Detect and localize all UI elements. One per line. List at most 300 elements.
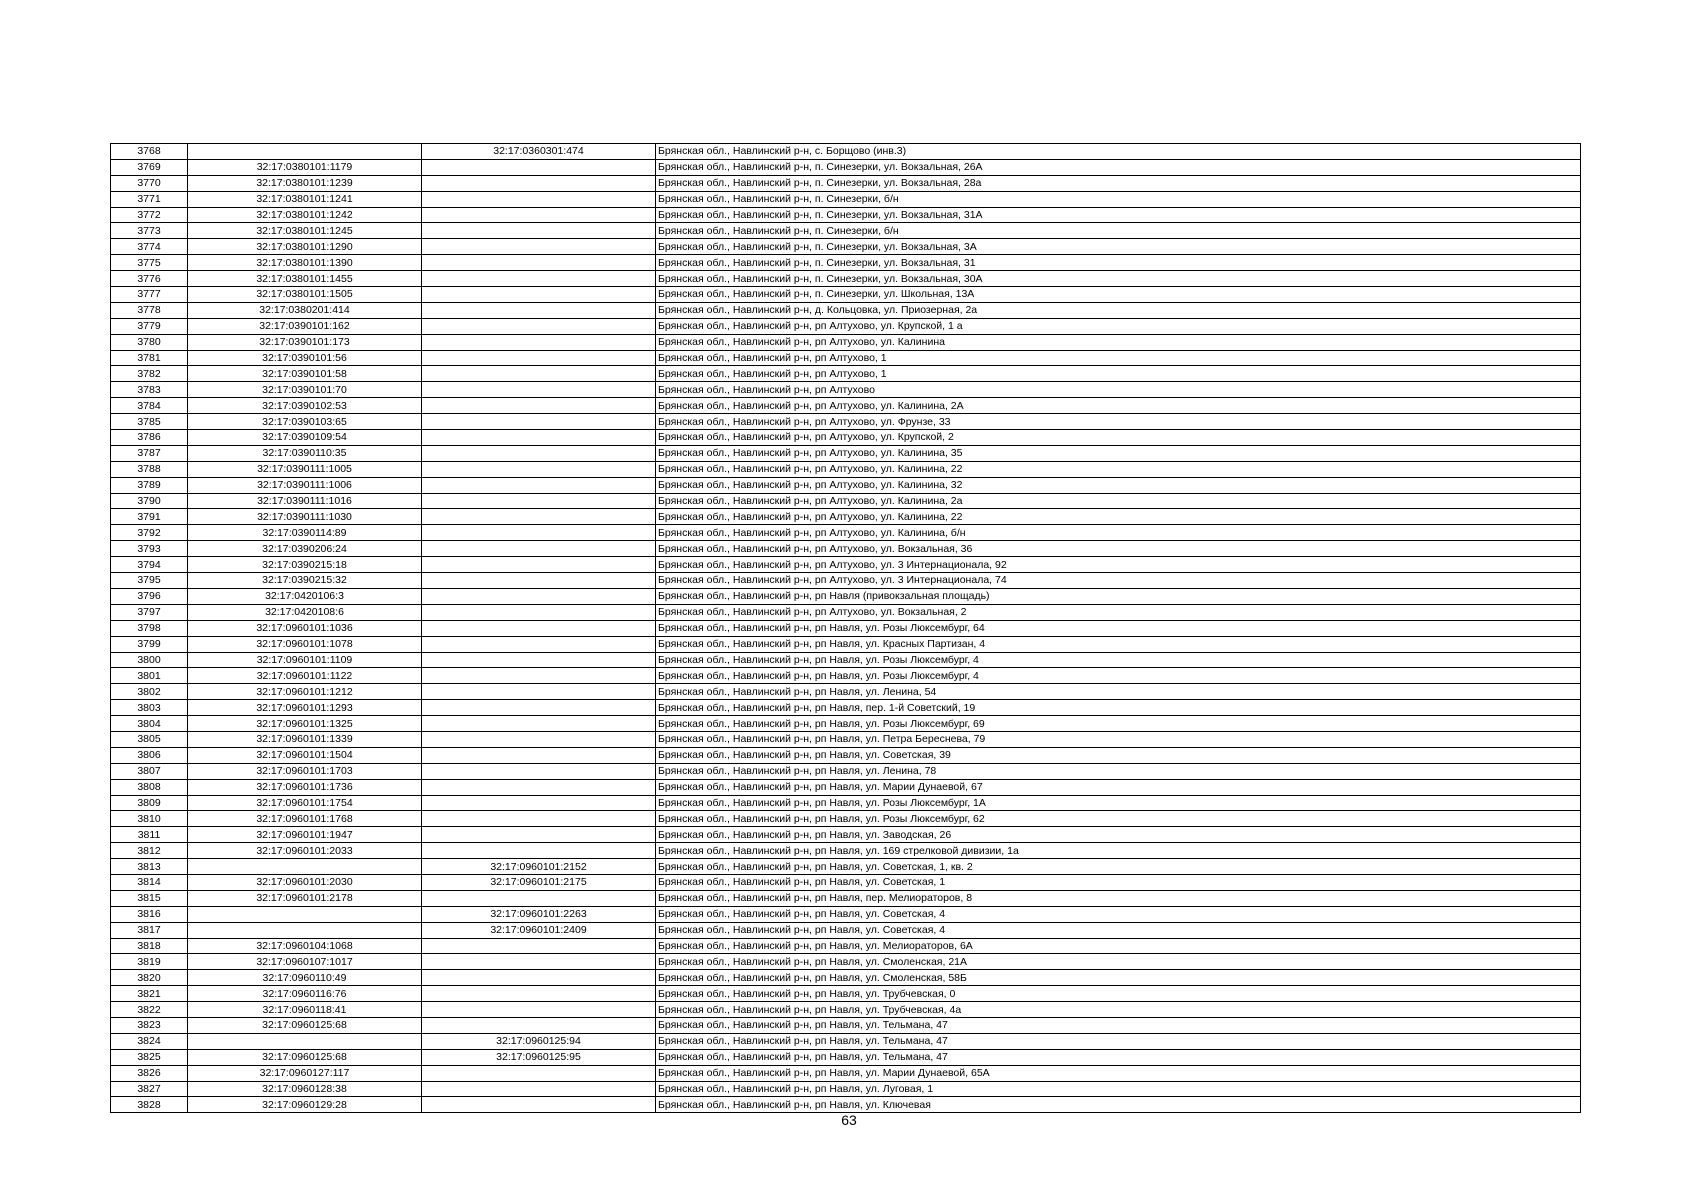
table-row: [111, 811, 1581, 827]
address-cell: Брянская обл., Навлинский р-н, рп Алтухово, 1: [656, 366, 1581, 382]
table-row: [111, 1049, 1581, 1065]
row-number-cell: 3794: [111, 557, 188, 573]
address-cell: Брянская обл., Навлинский р-н, рп Алтухово, ул. Калинина, 2А: [656, 398, 1581, 414]
address-cell: Брянская обл., Навлинский р-н, рп Алтухово, ул. Калинина, 22: [656, 461, 1581, 477]
cadastral-number-cell: [188, 144, 422, 160]
cadastral-number-cell: 32:17:0380101:1505: [188, 287, 422, 303]
cadastral-number-cell: 32:17:0960101:1109: [188, 652, 422, 668]
row-number-cell: 3821: [111, 986, 188, 1002]
table-row: [111, 874, 1581, 890]
table-row: [111, 207, 1581, 223]
cadastral-number-cell: 32:17:0380101:1239: [188, 175, 422, 191]
address-cell: Брянская обл., Навлинский р-н, рп Навля, ул. Трубчевская, 4а: [656, 1002, 1581, 1018]
cadastral-number-2-cell: 32:17:0360301:474: [422, 144, 656, 160]
row-number-cell: 3827: [111, 1081, 188, 1097]
row-number-cell: 3818: [111, 938, 188, 954]
address-cell: Брянская обл., Навлинский р-н, рп Алтухово, ул. Калинина, 2а: [656, 493, 1581, 509]
address-cell: Брянская обл., Навлинский р-н, рп Навля, ул. Петра Береснева, 79: [656, 731, 1581, 747]
table-row: [111, 144, 1581, 160]
row-number-cell: 3771: [111, 191, 188, 207]
address-cell: Брянская обл., Навлинский р-н, рп Навля, ул. Марии Дунаевой, 67: [656, 779, 1581, 795]
row-number-cell: 3809: [111, 795, 188, 811]
table-row: [111, 668, 1581, 684]
address-cell: Брянская обл., Навлинский р-н, рп Навля, ул. Розы Люксембург, 4: [656, 652, 1581, 668]
address-cell: Брянская обл., Навлинский р-н, рп Алтухово, 1: [656, 350, 1581, 366]
table-row: [111, 1097, 1581, 1113]
row-number-cell: 3776: [111, 271, 188, 287]
row-number-cell: 3787: [111, 445, 188, 461]
address-cell: Брянская обл., Навлинский р-н, рп Навля, ул. Советская, 4: [656, 922, 1581, 938]
cadastral-number-2-cell: [422, 334, 656, 350]
cadastral-number-2-cell: [422, 970, 656, 986]
address-cell: Брянская обл., Навлинский р-н, п. Синезерки, ул. Вокзальная, 3А: [656, 239, 1581, 255]
table-row: [111, 414, 1581, 430]
table-row: [111, 986, 1581, 1002]
row-number-cell: 3777: [111, 287, 188, 303]
cadastral-number-2-cell: [422, 811, 656, 827]
address-cell: Брянская обл., Навлинский р-н, рп Алтухово, ул. Вокзальная, 36: [656, 541, 1581, 557]
cadastral-number-cell: 32:17:0390111:1006: [188, 477, 422, 493]
address-cell: Брянская обл., Навлинский р-н, рп Навля, ул. Тельмана, 47: [656, 1017, 1581, 1033]
cadastral-number-2-cell: [422, 604, 656, 620]
cadastral-number-2-cell: [422, 445, 656, 461]
address-cell: Брянская обл., Навлинский р-н, рп Алтухово, ул. Калинина: [656, 334, 1581, 350]
row-number-cell: 3801: [111, 668, 188, 684]
table-row: [111, 1002, 1581, 1018]
row-number-cell: 3779: [111, 318, 188, 334]
cadastral-number-cell: 32:17:0380101:1245: [188, 223, 422, 239]
row-number-cell: 3769: [111, 159, 188, 175]
cadastral-number-2-cell: [422, 541, 656, 557]
table-row: [111, 827, 1581, 843]
page-number: 63: [841, 1112, 857, 1128]
table-row: [111, 954, 1581, 970]
table-row: [111, 652, 1581, 668]
cadastral-number-2-cell: [422, 573, 656, 589]
document-table-container: [110, 143, 1580, 1113]
cadastral-number-2-cell: [422, 1017, 656, 1033]
address-cell: Брянская обл., Навлинский р-н, рп Навля, ул. Советская, 1, кв. 2: [656, 859, 1581, 875]
row-number-cell: 3785: [111, 414, 188, 430]
cadastral-number-2-cell: [422, 652, 656, 668]
cadastral-number-cell: 32:17:0960101:1122: [188, 668, 422, 684]
cadastral-number-2-cell: [422, 684, 656, 700]
row-number-cell: 3810: [111, 811, 188, 827]
row-number-cell: 3823: [111, 1017, 188, 1033]
address-cell: Брянская обл., Навлинский р-н, рп Навля, ул. Ленина, 54: [656, 684, 1581, 700]
cadastral-number-2-cell: [422, 191, 656, 207]
row-number-cell: 3797: [111, 604, 188, 620]
table-row: [111, 541, 1581, 557]
table-row: [111, 922, 1581, 938]
table-row: [111, 747, 1581, 763]
cadastral-number-2-cell: [422, 763, 656, 779]
cadastral-number-cell: 32:17:0960101:1754: [188, 795, 422, 811]
cadastral-number-cell: 32:17:0960101:1703: [188, 763, 422, 779]
cadastral-number-2-cell: [422, 302, 656, 318]
cadastral-number-2-cell: 32:17:0960101:2263: [422, 906, 656, 922]
row-number-cell: 3780: [111, 334, 188, 350]
cadastral-number-cell: 32:17:0380101:1179: [188, 159, 422, 175]
cadastral-number-2-cell: [422, 779, 656, 795]
cadastral-number-2-cell: 32:17:0960125:94: [422, 1033, 656, 1049]
table-row: [111, 430, 1581, 446]
address-cell: Брянская обл., Навлинский р-н, рп Навля, ул. 169 стрелковой дивизии, 1а: [656, 843, 1581, 859]
address-cell: Брянская обл., Навлинский р-н, рп Навля, ул. Советская, 1: [656, 874, 1581, 890]
cadastral-number-2-cell: [422, 398, 656, 414]
row-number-cell: 3828: [111, 1097, 188, 1113]
table-row: [111, 1017, 1581, 1033]
row-number-cell: 3770: [111, 175, 188, 191]
cadastral-number-2-cell: [422, 382, 656, 398]
cadastral-number-cell: [188, 922, 422, 938]
cadastral-number-2-cell: [422, 795, 656, 811]
address-cell: Брянская обл., Навлинский р-н, рп Навля, ул. Трубчевская, 0: [656, 986, 1581, 1002]
row-number-cell: 3788: [111, 461, 188, 477]
cadastral-number-cell: 32:17:0380201:414: [188, 302, 422, 318]
cadastral-number-cell: 32:17:0960101:1339: [188, 731, 422, 747]
property-registry-table: [110, 143, 1581, 1113]
cadastral-number-cell: [188, 1033, 422, 1049]
address-cell: Брянская обл., Навлинский р-н, рп Навля, ул. Розы Люксембург, 1А: [656, 795, 1581, 811]
row-number-cell: 3816: [111, 906, 188, 922]
row-number-cell: 3796: [111, 588, 188, 604]
row-number-cell: 3798: [111, 620, 188, 636]
cadastral-number-2-cell: [422, 1065, 656, 1081]
address-cell: Брянская обл., Навлинский р-н, рп Навля, ул. Розы Люксембург, 62: [656, 811, 1581, 827]
cadastral-number-cell: 32:17:0390215:32: [188, 573, 422, 589]
address-cell: Брянская обл., Навлинский р-н, рп Алтухово, ул. Вокзальная, 2: [656, 604, 1581, 620]
cadastral-number-2-cell: [422, 207, 656, 223]
cadastral-number-cell: 32:17:0390101:173: [188, 334, 422, 350]
table-row: [111, 334, 1581, 350]
address-cell: Брянская обл., Навлинский р-н, с. Борщово (инв.3): [656, 144, 1581, 160]
row-number-cell: 3789: [111, 477, 188, 493]
cadastral-number-cell: 32:17:0960101:1504: [188, 747, 422, 763]
row-number-cell: 3814: [111, 874, 188, 890]
table-row: [111, 557, 1581, 573]
row-number-cell: 3817: [111, 922, 188, 938]
table-row: [111, 287, 1581, 303]
address-cell: Брянская обл., Навлинский р-н, п. Синезерки, б/н: [656, 191, 1581, 207]
address-cell: Брянская обл., Навлинский р-н, д. Кольцовка, ул. Приозерная, 2а: [656, 302, 1581, 318]
cadastral-number-2-cell: [422, 747, 656, 763]
row-number-cell: 3774: [111, 239, 188, 255]
cadastral-number-2-cell: [422, 636, 656, 652]
table-row: [111, 366, 1581, 382]
address-cell: Брянская обл., Навлинский р-н, п. Синезерки, ул. Вокзальная, 31: [656, 255, 1581, 271]
address-cell: Брянская обл., Навлинский р-н, рп Навля, ул. Заводская, 26: [656, 827, 1581, 843]
address-cell: Брянская обл., Навлинский р-н, рп Навля (привокзальная площадь): [656, 588, 1581, 604]
address-cell: Брянская обл., Навлинский р-н, рп Навля, ул. Советская, 39: [656, 747, 1581, 763]
row-number-cell: 3813: [111, 859, 188, 875]
address-cell: Брянская обл., Навлинский р-н, рп Навля, ул. Советская, 4: [656, 906, 1581, 922]
address-cell: Брянская обл., Навлинский р-н, рп Навля, ул. Розы Люксембург, 4: [656, 668, 1581, 684]
table-row: [111, 1081, 1581, 1097]
table-row: [111, 382, 1581, 398]
cadastral-number-2-cell: [422, 255, 656, 271]
address-cell: Брянская обл., Навлинский р-н, рп Навля, пер. Мелиораторов, 8: [656, 890, 1581, 906]
row-number-cell: 3800: [111, 652, 188, 668]
table-row: [111, 477, 1581, 493]
row-number-cell: 3784: [111, 398, 188, 414]
row-number-cell: 3799: [111, 636, 188, 652]
row-number-cell: 3812: [111, 843, 188, 859]
row-number-cell: 3806: [111, 747, 188, 763]
address-cell: Брянская обл., Навлинский р-н, рп Навля, пер. 1-й Советский, 19: [656, 700, 1581, 716]
cadastral-number-cell: 32:17:0960110:49: [188, 970, 422, 986]
table-row: [111, 890, 1581, 906]
cadastral-number-2-cell: [422, 430, 656, 446]
address-cell: Брянская обл., Навлинский р-н, рп Навля, ул. Красных Партизан, 4: [656, 636, 1581, 652]
address-cell: Брянская обл., Навлинский р-н, рп Алтухово, ул. Калинина, 22: [656, 509, 1581, 525]
cadastral-number-2-cell: [422, 318, 656, 334]
table-row: [111, 938, 1581, 954]
cadastral-number-2-cell: [422, 843, 656, 859]
table-row: [111, 271, 1581, 287]
address-cell: Брянская обл., Навлинский р-н, рп Навля, ул. Тельмана, 47: [656, 1033, 1581, 1049]
cadastral-number-2-cell: [422, 414, 656, 430]
cadastral-number-2-cell: [422, 716, 656, 732]
cadastral-number-cell: 32:17:0960127:117: [188, 1065, 422, 1081]
address-cell: Брянская обл., Навлинский р-н, рп Навля, ул. Ленина, 78: [656, 763, 1581, 779]
cadastral-number-cell: 32:17:0960101:2178: [188, 890, 422, 906]
row-number-cell: 3807: [111, 763, 188, 779]
cadastral-number-2-cell: [422, 588, 656, 604]
address-cell: Брянская обл., Навлинский р-н, п. Синезерки, ул. Вокзальная, 28а: [656, 175, 1581, 191]
cadastral-number-cell: 32:17:0960107:1017: [188, 954, 422, 970]
address-cell: Брянская обл., Навлинский р-н, п. Синезерки, ул. Вокзальная, 30А: [656, 271, 1581, 287]
row-number-cell: 3811: [111, 827, 188, 843]
cadastral-number-cell: 32:17:0960101:2030: [188, 874, 422, 890]
table-row: [111, 573, 1581, 589]
row-number-cell: 3825: [111, 1049, 188, 1065]
table-row: [111, 445, 1581, 461]
cadastral-number-2-cell: [422, 1002, 656, 1018]
row-number-cell: 3803: [111, 700, 188, 716]
cadastral-number-2-cell: 32:17:0960101:2409: [422, 922, 656, 938]
cadastral-number-cell: 32:17:0420108:6: [188, 604, 422, 620]
table-row: [111, 350, 1581, 366]
table-row: [111, 843, 1581, 859]
address-cell: Брянская обл., Навлинский р-н, п. Синезерки, б/н: [656, 223, 1581, 239]
cadastral-number-2-cell: [422, 350, 656, 366]
cadastral-number-2-cell: 32:17:0960101:2175: [422, 874, 656, 890]
cadastral-number-2-cell: [422, 159, 656, 175]
row-number-cell: 3786: [111, 430, 188, 446]
address-cell: Брянская обл., Навлинский р-н, рп Алтухово, ул. Фрунзе, 33: [656, 414, 1581, 430]
cadastral-number-cell: 32:17:0390103:65: [188, 414, 422, 430]
cadastral-number-cell: 32:17:0960104:1068: [188, 938, 422, 954]
cadastral-number-2-cell: [422, 239, 656, 255]
row-number-cell: 3793: [111, 541, 188, 557]
row-number-cell: 3773: [111, 223, 188, 239]
row-number-cell: 3808: [111, 779, 188, 795]
cadastral-number-cell: 32:17:0960125:68: [188, 1049, 422, 1065]
cadastral-number-2-cell: [422, 890, 656, 906]
table-row: [111, 1033, 1581, 1049]
cadastral-number-2-cell: [422, 509, 656, 525]
cadastral-number-cell: 32:17:0380101:1455: [188, 271, 422, 287]
cadastral-number-2-cell: [422, 223, 656, 239]
table-row: [111, 302, 1581, 318]
cadastral-number-cell: 32:17:0390110:35: [188, 445, 422, 461]
table-row: [111, 223, 1581, 239]
row-number-cell: 3820: [111, 970, 188, 986]
table-body: [111, 144, 1581, 1113]
cadastral-number-2-cell: [422, 620, 656, 636]
table-row: [111, 970, 1581, 986]
table-row: [111, 525, 1581, 541]
cadastral-number-cell: 32:17:0390111:1030: [188, 509, 422, 525]
cadastral-number-cell: 32:17:0380101:1390: [188, 255, 422, 271]
row-number-cell: 3795: [111, 573, 188, 589]
address-cell: Брянская обл., Навлинский р-н, п. Синезерки, ул. Вокзальная, 26А: [656, 159, 1581, 175]
table-row: [111, 716, 1581, 732]
cadastral-number-2-cell: [422, 461, 656, 477]
cadastral-number-2-cell: [422, 557, 656, 573]
address-cell: Брянская обл., Навлинский р-н, рп Навля, ул. Тельмана, 47: [656, 1049, 1581, 1065]
cadastral-number-cell: 32:17:0390215:18: [188, 557, 422, 573]
row-number-cell: 3768: [111, 144, 188, 160]
cadastral-number-cell: 32:17:0390101:56: [188, 350, 422, 366]
cadastral-number-cell: 32:17:0390101:162: [188, 318, 422, 334]
table-row: [111, 175, 1581, 191]
address-cell: Брянская обл., Навлинский р-н, рп Навля, ул. Смоленская, 21А: [656, 954, 1581, 970]
address-cell: Брянская обл., Навлинский р-н, рп Алтухово, ул. Калинина, 35: [656, 445, 1581, 461]
cadastral-number-cell: 32:17:0960101:1036: [188, 620, 422, 636]
cadastral-number-2-cell: [422, 668, 656, 684]
table-row: [111, 684, 1581, 700]
cadastral-number-cell: [188, 859, 422, 875]
cadastral-number-2-cell: [422, 493, 656, 509]
cadastral-number-2-cell: 32:17:0960101:2152: [422, 859, 656, 875]
cadastral-number-cell: 32:17:0960116:76: [188, 986, 422, 1002]
cadastral-number-2-cell: [422, 287, 656, 303]
address-cell: Брянская обл., Навлинский р-н, рп Алтухово, ул. Крупской, 1 а: [656, 318, 1581, 334]
cadastral-number-cell: 32:17:0960101:2033: [188, 843, 422, 859]
cadastral-number-2-cell: [422, 827, 656, 843]
address-cell: Брянская обл., Навлинский р-н, п. Синезерки, ул. Школьная, 13А: [656, 287, 1581, 303]
row-number-cell: 3781: [111, 350, 188, 366]
cadastral-number-cell: 32:17:0960118:41: [188, 1002, 422, 1018]
cadastral-number-cell: 32:17:0390111:1016: [188, 493, 422, 509]
row-number-cell: 3822: [111, 1002, 188, 1018]
cadastral-number-cell: 32:17:0420106:3: [188, 588, 422, 604]
cadastral-number-2-cell: [422, 175, 656, 191]
cadastral-number-cell: 32:17:0960101:1293: [188, 700, 422, 716]
table-row: [111, 318, 1581, 334]
cadastral-number-2-cell: [422, 731, 656, 747]
cadastral-number-cell: [188, 906, 422, 922]
row-number-cell: 3790: [111, 493, 188, 509]
row-number-cell: 3782: [111, 366, 188, 382]
table-row: [111, 795, 1581, 811]
cadastral-number-cell: 32:17:0960101:1947: [188, 827, 422, 843]
cadastral-number-cell: 32:17:0960101:1736: [188, 779, 422, 795]
address-cell: Брянская обл., Навлинский р-н, рп Навля, ул. Луговая, 1: [656, 1081, 1581, 1097]
cadastral-number-2-cell: 32:17:0960125:95: [422, 1049, 656, 1065]
row-number-cell: 3804: [111, 716, 188, 732]
table-row: [111, 731, 1581, 747]
row-number-cell: 3792: [111, 525, 188, 541]
table-row: [111, 191, 1581, 207]
row-number-cell: 3819: [111, 954, 188, 970]
table-row: [111, 1065, 1581, 1081]
row-number-cell: 3802: [111, 684, 188, 700]
cadastral-number-cell: 32:17:0960125:68: [188, 1017, 422, 1033]
address-cell: Брянская обл., Навлинский р-н, рп Алтухово, ул. 3 Интернационала, 74: [656, 573, 1581, 589]
address-cell: Брянская обл., Навлинский р-н, рп Навля, ул. Смоленская, 58Б: [656, 970, 1581, 986]
address-cell: Брянская обл., Навлинский р-н, рп Алтухово, ул. 3 Интернационала, 92: [656, 557, 1581, 573]
cadastral-number-cell: 32:17:0390114:89: [188, 525, 422, 541]
table-row: [111, 604, 1581, 620]
row-number-cell: 3775: [111, 255, 188, 271]
table-row: [111, 859, 1581, 875]
row-number-cell: 3805: [111, 731, 188, 747]
cadastral-number-cell: 32:17:0960101:1325: [188, 716, 422, 732]
cadastral-number-cell: 32:17:0380101:1290: [188, 239, 422, 255]
row-number-cell: 3815: [111, 890, 188, 906]
address-cell: Брянская обл., Навлинский р-н, рп Алтухово, ул. Крупской, 2: [656, 430, 1581, 446]
table-row: [111, 159, 1581, 175]
cadastral-number-cell: 32:17:0380101:1241: [188, 191, 422, 207]
cadastral-number-2-cell: [422, 1097, 656, 1113]
row-number-cell: 3791: [111, 509, 188, 525]
address-cell: Брянская обл., Навлинский р-н, рп Алтухово, ул. Калинина, б/н: [656, 525, 1581, 541]
table-row: [111, 636, 1581, 652]
table-row: [111, 239, 1581, 255]
row-number-cell: 3772: [111, 207, 188, 223]
cadastral-number-2-cell: [422, 938, 656, 954]
cadastral-number-cell: 32:17:0960101:1212: [188, 684, 422, 700]
cadastral-number-cell: 32:17:0960101:1768: [188, 811, 422, 827]
cadastral-number-cell: 32:17:0960101:1078: [188, 636, 422, 652]
table-row: [111, 398, 1581, 414]
cadastral-number-cell: 32:17:0390206:24: [188, 541, 422, 557]
table-row: [111, 493, 1581, 509]
table-row: [111, 255, 1581, 271]
cadastral-number-2-cell: [422, 271, 656, 287]
row-number-cell: 3826: [111, 1065, 188, 1081]
row-number-cell: 3783: [111, 382, 188, 398]
cadastral-number-2-cell: [422, 986, 656, 1002]
cadastral-number-2-cell: [422, 700, 656, 716]
cadastral-number-2-cell: [422, 954, 656, 970]
cadastral-number-cell: 32:17:0960129:28: [188, 1097, 422, 1113]
address-cell: Брянская обл., Навлинский р-н, п. Синезерки, ул. Вокзальная, 31А: [656, 207, 1581, 223]
cadastral-number-cell: 32:17:0380101:1242: [188, 207, 422, 223]
cadastral-number-2-cell: [422, 525, 656, 541]
table-row: [111, 509, 1581, 525]
row-number-cell: 3824: [111, 1033, 188, 1049]
cadastral-number-cell: 32:17:0390101:70: [188, 382, 422, 398]
address-cell: Брянская обл., Навлинский р-н, рп Навля, ул. Мелиораторов, 6А: [656, 938, 1581, 954]
table-row: [111, 763, 1581, 779]
cadastral-number-cell: 32:17:0390101:58: [188, 366, 422, 382]
address-cell: Брянская обл., Навлинский р-н, рп Навля, ул. Розы Люксембург, 64: [656, 620, 1581, 636]
cadastral-number-2-cell: [422, 366, 656, 382]
address-cell: Брянская обл., Навлинский р-н, рп Алтухово: [656, 382, 1581, 398]
cadastral-number-cell: 32:17:0960128:38: [188, 1081, 422, 1097]
table-row: [111, 906, 1581, 922]
table-row: [111, 620, 1581, 636]
cadastral-number-cell: 32:17:0390111:1005: [188, 461, 422, 477]
cadastral-number-cell: 32:17:0390109:54: [188, 430, 422, 446]
address-cell: Брянская обл., Навлинский р-н, рп Навля, ул. Ключевая: [656, 1097, 1581, 1113]
address-cell: Брянская обл., Навлинский р-н, рп Алтухово, ул. Калинина, 32: [656, 477, 1581, 493]
table-row: [111, 700, 1581, 716]
